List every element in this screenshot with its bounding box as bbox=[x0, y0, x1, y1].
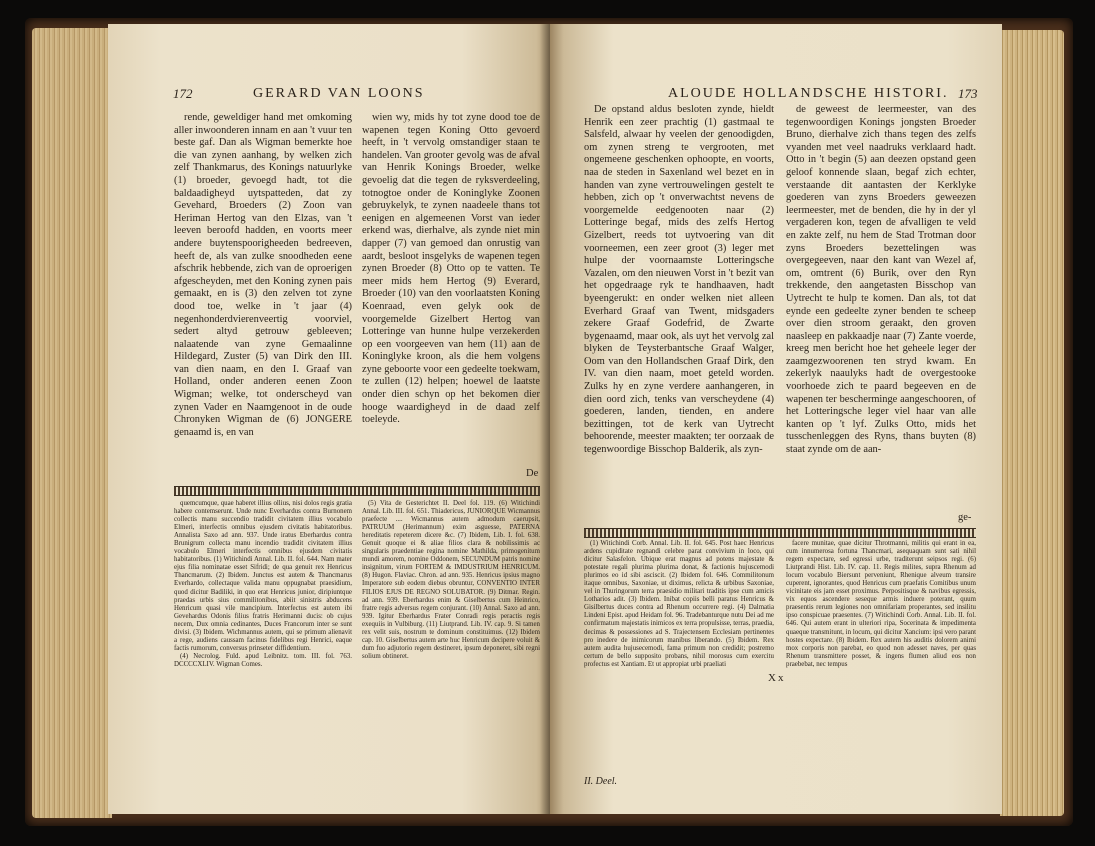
left-footnotes-1-text: quemcumque, quae haberet illius ollius, nisi dolos regis gratia habere contemserunt. Unde nunc Everhardus contra Burnonem collectis manu succendio tradidit civitatem illius vocabulo Elmeri, interfectis omnibus ejusdem civitatis habitatoribus. Annalista Saxo ad ann. 937. Unde iratus Eberhardus contra Brunigrum collecta manu incendio tradidit civitatem illius vocabulo Elmeri interfectis omnibus ejusdem civitatis habitatoribus. (1) Witichindi Annal. Lib. II. fol. 644. Nam mater ejus filia nominatae esset Sifridi; de qua genuit rex Henricus Thancmarum. (2) Ibidem. Junctus est autem & Thancmarus Everhardo, collectaque valida manu oppugnabat praesidium, quod dicitur Badiliki, in quo erat Henricus junior, diripiuntque praedas urbis sius commilitonibus, abiit sinistris abducens Henricum quasi vile mancipium. Interfectus est autem ibi Gevehardus Odonis filius fratris Herimanni ducis: ob cujus necem, Dux omnia cedinantes, Duces Francorum inter se sunt divisi. (3) Ibidem. Wichmannus autem, qui se primum alienavit a rege, audiens caussam facinus fidelibus regi Henrici, eaque factis rumorum, conversus prinseter diffidentium. bbox=[174, 500, 352, 652]
page-edges-right bbox=[1000, 30, 1064, 816]
right-column-1-text: De opstand aldus besloten zynde, hieldt Henrik een zeer prachtig (1) gastmaal te Salsfeld, alwaar hy veelen der genoodigden, om zynen streng te vergrooten, met ongemeene geschenken ophoopte, en voorts, naa de steden in Saxenland wel bezet en in handen van zyne vertrouwelingen gestelt te hebben, zich op 't onverwachtst nevens de voorgemelde eedgenooten naar (2) Lotteringe begaf, mids des zelfs Hertog Gizelbert, reeds tot uytvoering van dit voorneemen, een zeer groot (3) leger met hulpe der voornaamste Lotteringsche Vazalen, om den nieuwen Vorst in 't bezit van het opgedraage ryk te handhaaven, hadt byeengerukt: en onder welken niet alleen Everhard Graaf van Twent, midsgaders zekere Graaf Godefrid, de Zwarte bygenaamd, maar ook, als uyt het vervolg zal blyken de Teysterbantsche Graaf Walger, Oom van den Hollandschen Graaf Dirk, den IV. van dien naam, moet geteld worden. Zulks hy en zyne verdere aanhangeren, in dien oord zich, tenks van verscheydene (4) goederen, landen, tienden, en andere bezittingen, tot de kerk van Uytrecht behoorende, meester maakten; ter oorzaak de tegenwoordige Bisschop Balderik, als zyn- bbox=[584, 104, 774, 456]
left-column-1 bbox=[174, 112, 352, 502]
right-footnotes-1 bbox=[584, 540, 774, 778]
right-volume-signature: II. Deel. bbox=[584, 776, 618, 787]
right-page-number: 173 bbox=[958, 86, 978, 101]
left-footnotes-2 bbox=[362, 500, 540, 762]
left-footnote-4: (4) Necrolog. Fuld. apud Leibnitz. tom. III. fol. 763. DCCCCXLIV. Wigman Comes. bbox=[174, 652, 352, 668]
left-column-2 bbox=[362, 112, 540, 492]
left-footnotes-1 bbox=[174, 500, 352, 762]
right-running-head: ALOUDE HOLLANDSCHE HISTORI. bbox=[668, 86, 949, 101]
left-footnotes-2-text: (5) Vita de Gesterichtet II. Deel fol. 119. (6) Witichindi Annal. Lib. III. fol. 651. Thiadericus, JUNIORQUE Wicmannus praefecte .... Wicmannus autem admodum caerupsit, PATRUUM (Herimannum) exim asguesse, PATERNA hereditatis repeterem dicere &c. (7) Ibidem, Lib. I. fol. 638. Genuit quoque ei & aliae filios clara & nobilissimis ac singularis praedentiae regina nomine Mathilda, primogenitum mundi amorem, nomine Oddonem, SECUNDUM patris nomine insignitum, virum FORTEM & IMDUSTRIUM HENRICUM. (8) Hugon. Flaviac. Chron. ad ann. 935. Henricus ipsius magno Imperatore sub eodem diebus obruntur, CONVENTIO INTER FILIOS EJUS DE REGNO SOLUBATOR. (9) Ditmar. Regin. ad ann. 939. Eberhardus enim & Giselbertus cum Heinrico, fratre regis adversus regem conjurant. (10) Annal. Saxo ad ann. 939. Igitur Eberhardus Frater Conradi regis peractis regis exequiis in Vulbiburg. (11) Liutprand. Lib. IV. cap. 9. Si tamen rex velit suis, nostrum te dominum constituimus. (12) Ibidem cap. 10. Giselbertus autem arte huc Henricum decipere voluit & dum fuo adjutorio regem destineret, ipsum deponeret, sibi regni solium obtineret. bbox=[362, 500, 540, 660]
left-column-2-text: wien wy, mids hy tot zyne dood toe de wapenen tegen Koning Otto gevoerd heeft, in 't vervolg omstandiger staan te handelen. Van grooter gevolg was de afval van Henrik Konings Broeder, welke gevoelig dat die tegen de ryksverdeeling, totnogtoe onder de Koninglyke Zoonen gebruykelyk, te zynen naadeele thans tot eenigen en algemeenen Vorst van ieder erkend was, dierhalve, als zynde niet min dapper (7) van gemoed dan onrustig van aardt, besloot insgelyks de wapenen tegen zynen Broeder (8) Otto op te vatten. Te meer mids hem Hertog (9) Everard, Broeder (10) van den voorlaatsten Koning Koenraad, even gelyk ook de voorgemelde Gizelbert Hertog van Lotteringe van hunne hulpe verzekerden op een voorgeeven van hem (11) aan de Koninglyke kroon, als die hem volgens zyne geboorte voor een gedeelte toekwam, te zullen (12) helpen; hoewel de laatste onder dien schyn op het bekomen dier hooge waardigheyd in de daad zelf toeleyde. bbox=[362, 112, 540, 426]
right-page bbox=[550, 24, 1002, 814]
right-ornament-divider bbox=[584, 528, 976, 538]
left-page bbox=[108, 24, 550, 814]
left-catchword: De bbox=[526, 468, 539, 479]
right-footnotes-1-text: (1) Witichindi Corb. Annal. Lib. II. fol. 645. Post haec Henricus ardens cupiditate regnandi celebre parat convivium in loco, qui dicitur Salasfelon. Ubique erat magnus ad potens majestate & potestate regali plurima plurima donat, & factionis hujuscemodi plurimos eo id sibi asciscit. (2) Ibidem fol. 646. Commilitonum itaque omnibus, Saxoniae, ut diximus, relicta & urbibus Saxoniae, vel in Thuringorum terra praesidio militari traditis ipse cum amicis Lotharios adit. (3) Ibidem. Inibat copiis belli paratus Henricus & Gisilbertus duces contra ad Rhenum occurrere regi. (4) Dalmatia Lindeni Epist. apud Heidam fol. 96. Tradebanturque nutu Dei ad me confirmatum majestatis inimicos ex terra propulsisse, terras, praedia, decimas & possessiones ad S. Trajectensem Ecclesiam pertinentes pro inedere de inimicorum manibus liberando. (5) Ibidem. Rex autem audita hujusecemodi, fama primum non credidit; postremo certum de bello supposito probans, nihil morosus cum exercitu profectus est Xantiam. Et ut appropiat urbi praeliati bbox=[584, 540, 774, 668]
left-ornament-divider bbox=[174, 486, 540, 496]
left-page-number: 172 bbox=[173, 86, 193, 101]
right-gathering-signature: Xx bbox=[768, 672, 786, 684]
left-running-head: GERARD VAN LOONS bbox=[253, 86, 425, 101]
right-footnotes-2 bbox=[786, 540, 976, 778]
left-column-1-text: rende, geweldiger hand met omkoming aller inwoonderen innam en aan 't vuur ten beste gaf. Dan als Wigman bemerkte hoe die van zynen aanhang, by welken zich zelf Thankmarus, des Konings natuurlyke (1) broeder, gevoegd hadt, tot die baldaadigheyd uytspatteden, dat zy Gevehard, Broeders (2) Zoon van Heriman Hertog van den Elzas, van 't leeven beroofd hadden, en voorts meer andere buytenspoorigheeden bedreeven, heeft de, als van zulke snoodheden eene afschrik hebbende, zich van de oproerigen afgescheyden, met den Koning zynen pais gemaakt, en is (3) den zelven tot zyne dood toe, welke in 't jaar (4) negenhonderdvierenveertig voorviel, sedert altyd getrouw gebleeven; nalaatende van zyne Gemaalinne Hildegard, Zuster (5) van Dirk den III. van dien naam, en den I. Graaf van Holland, onder anderen eenen Zoon Wigman; welke, tot onderscheyd van zynen Vader en Naamgenoot in de oude Chronyken Wigman de (6) JONGERE genaamd is, en van bbox=[174, 112, 352, 438]
right-column-2 bbox=[786, 104, 976, 524]
right-footnotes-2-text: facere munitae, quae dicitur Throtmanni, militis qui erant in ea, cum innumerosa fortuna Thancmari, asequaquam sunt sati nihil regem expectare, sed egressi urbe, traditerunt seipsos regi. (6) Liutprandi Hist. Lib. IV. cap. 11. Regis milites, supra Rhenum ad locum vocabulo Biersunt perveniunt, Rhenique alveum transire cuperent, ignorantes, quod Henricus cum praefatis Comitibus unum vicinitate eis jam esset proximus. Perpositisque & navibus egressis, vix equos ascendere seseque armis induere poterant, quum praesentis rerum legiones non omnifariam properantes, sed insilitu ipso conspicuae praesentes. (7) Witichindi Corb. Annal. Lib. II. fol. 646. Qui autem erant in ulteriori ripa, Socerinata & impedimenta quaeque transmitunt, in locum, qui dicitur Xancium: ipsi vero parant hostes expectare. (8) Ibidem. Rex autem his auditis dolorem animi mox corporis non parebat, eo quod non adesset naves, per quas Rhenum transmittere posset, & ingens flumen aliud eos non praebebat, nec tempus bbox=[786, 540, 976, 668]
right-catchword: ge- bbox=[958, 512, 972, 523]
page-edges-left bbox=[32, 28, 112, 818]
right-column-2-text: de geweest de leermeester, van des tegenwoordigen Konings jongsten Broeder Bruno, dierhalve zich thans tegen des zelfs vyanden met veel naadruks verklaard hadt. Otto in 't begin (5) aan deezen opstand geen geloof konnende slaan, begaf zich echter, verstaande dit aantasten der Kerklyke goederen van zyns Broeders geweezen leermeester, met de benden, die hy in der yl vergaderen kon, tegen de afvalligen te veld en zakte zelf, nu hem de Stad Trotman door zyns Broeders bezettelingen was overgegeeven, naar den kant van Wezel af, om, omtrent (6) Burik, over den Ryn trekkende, den aangetasten Bisschop van Uytrecht te hulp te komen. Dan als, tot dat eynde een gedeelte zyner benden te scheep over dien stroom geraakt, den groven naasleep en pakkaadje naar (7) Zante voerde, kreeg men bericht hoe het geheele leger der zaamgezwoorenen ten stryd kwam. En zekerlyk naaulyks hadt de overgestooke voorhoede zich te paard begeeven en de wapenen ter bescherminge aangeschooren, of het Lotteringsche leger viel haar van alle kanten op 't lyf. Zulks Otto, mids het tusschenleggen des Ryns, thans buyten (8) staat zynde om de aan- bbox=[786, 104, 976, 456]
right-column-1 bbox=[584, 104, 774, 524]
